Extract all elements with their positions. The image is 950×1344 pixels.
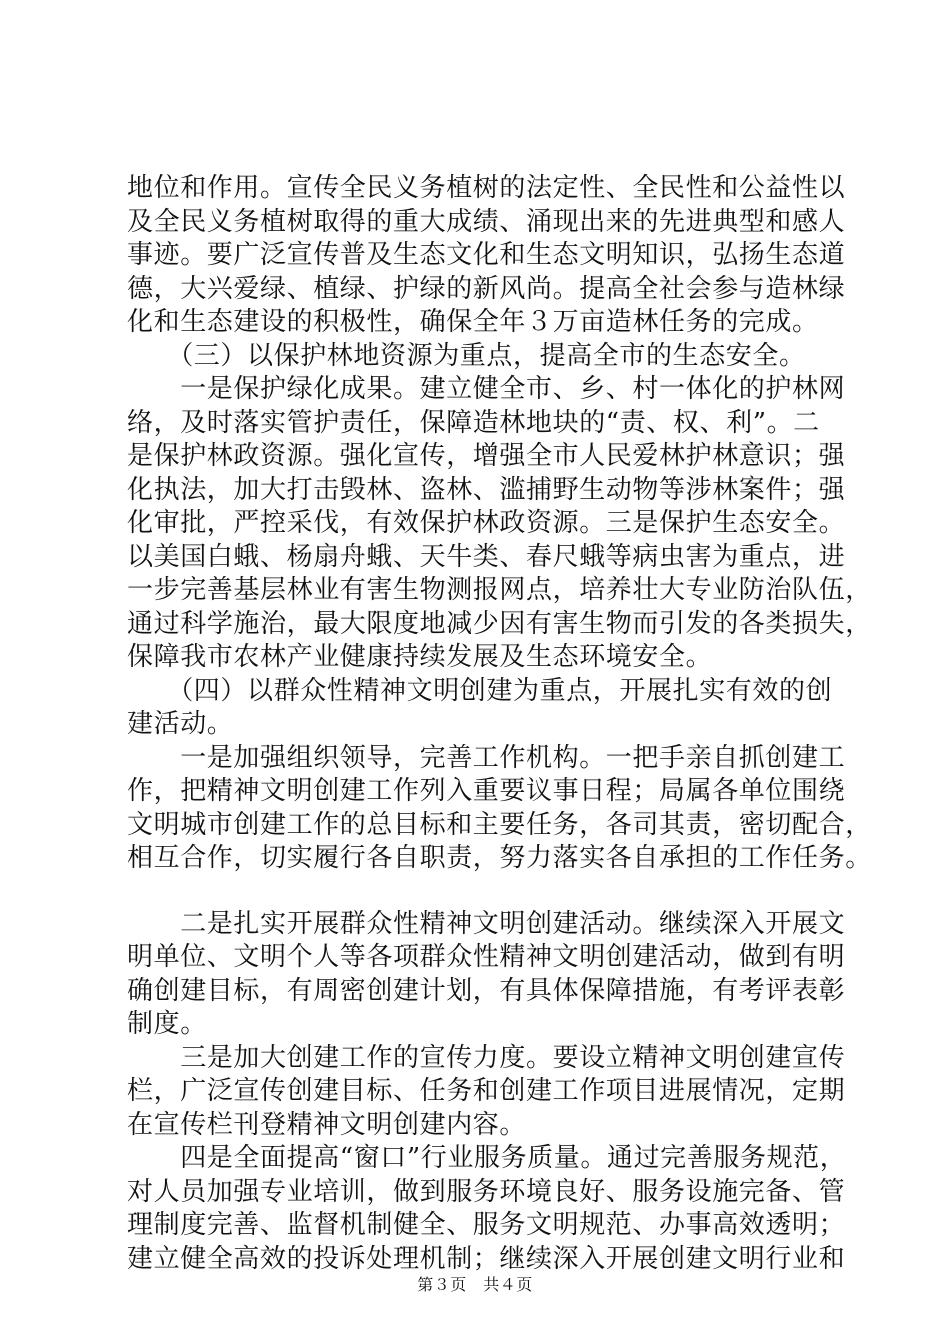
text-line: 作，把精神文明创建工作列入重要议事日程；局属各单位围绕 xyxy=(127,776,846,806)
section-heading: （四）以群众性精神文明创建为重点，开展扎实有效的创 xyxy=(127,675,833,706)
text-line: 络，及时落实管护责任，保障造林地块的“责、权、利”。二 xyxy=(127,407,820,438)
text-line: 相互合作，切实履行各自职责，努力落实各自承担的工作任务。 xyxy=(127,843,872,873)
text-line: 四是全面提高“窗口”行业服务质量。通过完善服务规范， xyxy=(127,1143,847,1173)
text-line: 德，大兴爱绿、植绿、护绿的新风尚。提高全社会参与造林绿 xyxy=(127,273,846,304)
text-line: 一是保护绿化成果。建立健全市、乡、村一体化的护林网 xyxy=(127,374,846,404)
text-line: 以美国白蛾、杨扇舟蛾、天牛类、春尺蛾等病虫害为重点，进 xyxy=(127,541,846,572)
text-line: 三是加大创建工作的宣传力度。要设立精神文明创建宣传 xyxy=(127,1042,846,1073)
text-line: 制度。 xyxy=(127,1009,207,1039)
text-line: 对人员加强专业培训，做到服务环境良好、服务设施完备、管 xyxy=(127,1176,846,1207)
text-line: 事迹。要广泛宣传普及生态文化和生态文明知识，弘扬生态道 xyxy=(127,240,846,270)
text-line: 一是加强组织领导，完善工作机构。一把手亲自抓创建工 xyxy=(127,742,846,773)
text-line: 化审批，严控采伐，有效保护林政资源。三是保护生态安全。 xyxy=(127,508,846,538)
paragraph-gap xyxy=(127,876,843,908)
text-line: 文明城市创建工作的总目标和主要任务，各司其责，密切配合， xyxy=(127,809,872,840)
text-line: 建立健全高效的投诉处理机制；继续深入开展创建文明行业和 xyxy=(127,1243,846,1274)
page-number-footer: 第３页 共４页 xyxy=(417,1275,533,1294)
text-line: 化执法，加大打击毁林、盗林、滥捕野生动物等涉林案件；强 xyxy=(127,474,846,505)
text-line: 二是扎实开展群众性精神文明创建活动。继续深入开展文 xyxy=(127,908,846,939)
text-line: 一步完善基层林业有害生物测报网点，培养壮大专业防治队伍， xyxy=(127,575,872,605)
text-line: 理制度完善、监督机制健全、服务文明规范、办事高效透明； xyxy=(127,1210,846,1240)
text-line: 在宣传栏刊登精神文明创建内容。 xyxy=(127,1109,527,1140)
text-line: 通过科学施治，最大限度地减少因有害生物而引发的各类损失， xyxy=(127,608,872,639)
section-heading-cont: 建活动。 xyxy=(127,709,234,739)
document-body xyxy=(127,172,872,1276)
text-line: 化和生态建设的积极性，确保全年３万亩造林任务的完成。 xyxy=(127,307,819,337)
text-line: 是保护林政资源。强化宣传，增强全市人民爱林护林意识；强 xyxy=(127,441,846,471)
text-line: 确创建目标，有周密创建计划，有具体保障措施，有考评表彰 xyxy=(127,975,846,1006)
section-heading: （三）以保护林地资源为重点，提高全市的生态安全。 xyxy=(127,340,806,371)
text-line: 保障我市农林产业健康持续发展及生态环境安全。 xyxy=(127,642,713,672)
text-line: 栏，广泛宣传创建目标、任务和创建工作项目进展情况，定期 xyxy=(127,1076,846,1106)
text-line: 明单位、文明个人等各项群众性精神文明创建活动，做到有明 xyxy=(127,942,846,972)
text-line: 及全民义务植树取得的重大成绩、涌现出来的先进典型和感人 xyxy=(127,206,846,237)
text-line: 地位和作用。宣传全民义务植树的法定性、全民性和公益性以 xyxy=(127,173,846,203)
